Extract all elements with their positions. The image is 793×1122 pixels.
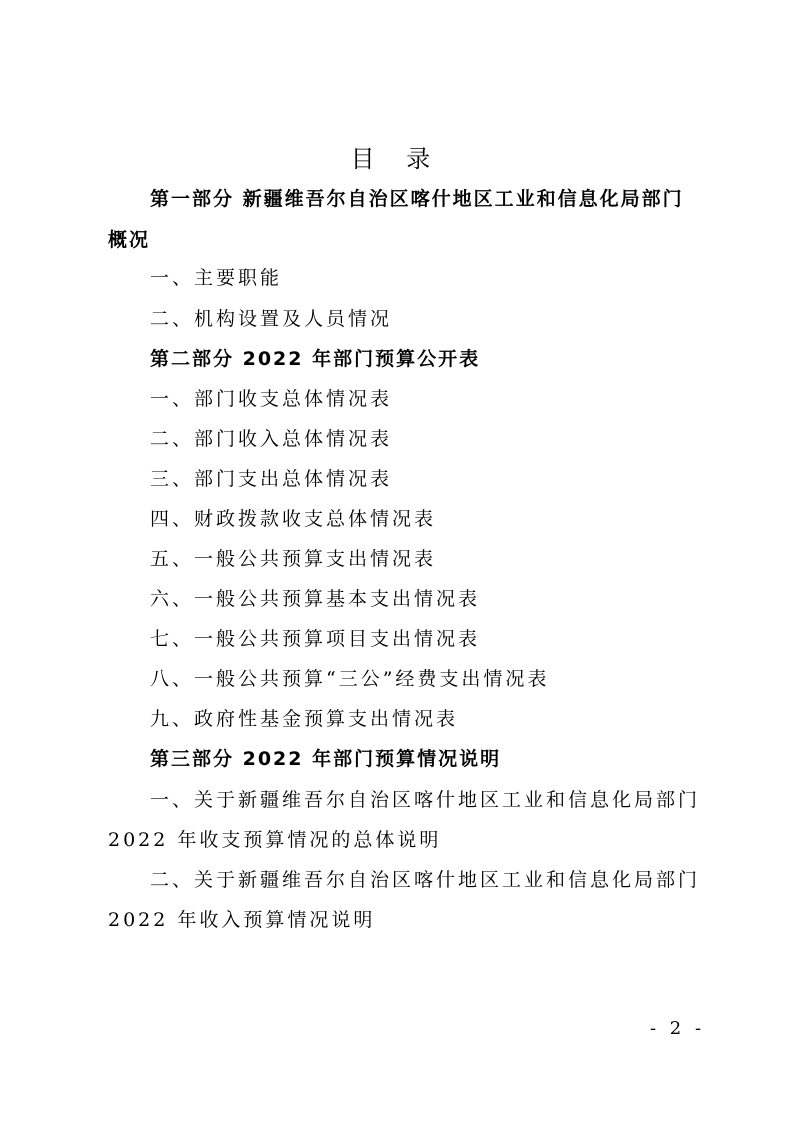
part3-heading: 第三部分 2022 年部门预算情况说明 [150, 748, 502, 770]
toc-item: 二、部门收入总体情况表 [150, 428, 393, 450]
toc-item: 二、关于新疆维吾尔自治区喀什地区工业和信息化局部门 [150, 869, 701, 891]
page-number: - 2 - [650, 1018, 706, 1039]
toc-item: 二、机构设置及人员情况 [150, 308, 393, 330]
part2-heading: 第二部分 2022 年部门预算公开表 [150, 348, 481, 370]
toc-item-continued: 2022 年收支预算情况的总体说明 [108, 829, 442, 851]
toc-item: 八、一般公共预算“三公”经费支出情况表 [150, 668, 550, 690]
part1-heading-continued: 概况 [108, 229, 151, 251]
toc-item: 四、财政拨款收支总体情况表 [150, 508, 437, 530]
toc-item: 三、部门支出总体情况表 [150, 468, 393, 490]
toc-item: 六、一般公共预算基本支出情况表 [150, 588, 481, 610]
toc-item-continued: 2022 年收入预算情况说明 [108, 909, 376, 931]
part1-heading: 第一部分 新疆维吾尔自治区喀什地区工业和信息化局部门 [150, 188, 684, 210]
toc-item: 一、关于新疆维吾尔自治区喀什地区工业和信息化局部门 [150, 789, 701, 811]
page-title: 目 录 [350, 145, 443, 173]
toc-item: 九、政府性基金预算支出情况表 [150, 708, 459, 730]
toc-item: 一、部门收支总体情况表 [150, 388, 393, 410]
toc-item: 七、一般公共预算项目支出情况表 [150, 628, 481, 650]
toc-item: 一、主要职能 [150, 267, 283, 289]
toc-item: 五、一般公共预算支出情况表 [150, 548, 437, 570]
